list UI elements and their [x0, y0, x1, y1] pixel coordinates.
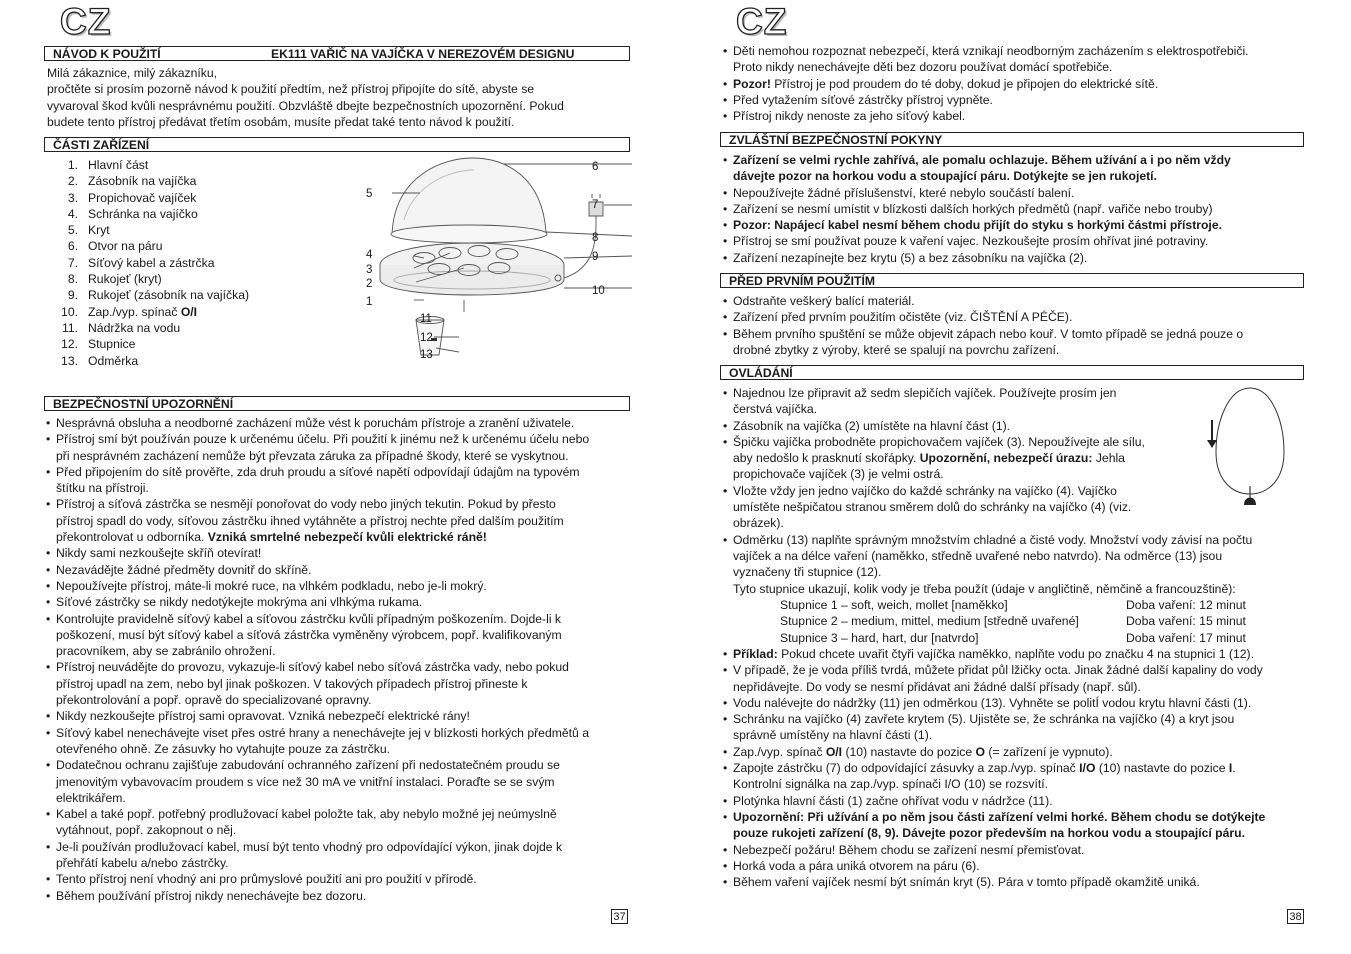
list-item: • Špičku vajíčka probodněte propichovačem vajíček (3). Nepoužívejte ale sílu, aby nedošlo k prasknutí skořápky. Upozornění, nebezpečí úrazu: Jehla propichovače vajíček (3) je velmi ostrá. [723, 434, 1252, 483]
part-item: 4. Schránka na vajíčko [67, 206, 198, 221]
callout-8: 8 [592, 232, 599, 244]
list-item: • Nepoužívejte přístroj, máte-li mokré ruce, na vlhkém podkladu, nebo je-li mokrý. [46, 578, 589, 594]
callout-5: 5 [366, 188, 373, 200]
safety-list [46, 415, 589, 904]
list-item: • Plotýnka hlavní části (1) začne ohřívat vodu v nádržce (11). [723, 793, 1265, 809]
list-item: • Schránku na vajíčko (4) zavřete krytem (5). Ujistěte se, že schránka na vajíčko (4) a kryt jsou správně umístěny na hlavní části (1). [723, 711, 1265, 744]
special-list [723, 152, 1231, 266]
operation-list-b [723, 646, 1265, 890]
list-item: • Horká voda a pára uniká otvorem na páru (6). [723, 858, 1265, 874]
list-item: • Během prvního spuštění se může objevit zápach nebo kouř. V tomto případě se jedná pouze o drobné zbytky z výroby, které se spalují na povrchu zařízení. [723, 326, 1243, 359]
list-item: • Během vaření vajíček nesmí být snímán kryt (5). Pára v tomto případě okamžitě uniká. [723, 874, 1265, 890]
list-item: • Nesprávná obsluha a neodborné zacházení může vést k poruchám přístroje a zranění uživatele. [46, 415, 589, 431]
list-item: • Odstraňte veškerý balící materiál. [723, 293, 1243, 309]
lang-mark: CZ [60, 1, 112, 42]
list-item: • Zap./vyp. spínač O/I (10) nastavte do pozice O (= zařízení je vypnuto). [723, 744, 1265, 760]
list-item: • Přístroj nikdy nenoste za jeho síťový kabel. [723, 108, 1249, 124]
list-item: • Vodu nalévejte do nádržky (11) jen odměrkou (13). Vyhněte se politÍ vodou krytu hlavní části (1). [723, 695, 1265, 711]
part-item: 12. Stupnice [61, 337, 136, 352]
part-item: 2. Zásobník na vajíčka [67, 174, 197, 189]
scale-row-time: Doba vaření: 17 minut [1126, 630, 1246, 645]
callout-9: 9 [592, 251, 599, 263]
list-item: • Dodatečnou ochranu zajišťuje zabudování ochranného zařízení při nedostatečném proudu se jmenovitým vybavovacím proudem s více než 30 mA ve vnitřní instalaci. Poraďte se se svým elektrikářem. [46, 757, 589, 806]
list-item: • Zařízení nezapínejte bez krytu (5) a bez zásobníku na vajíčka (2). [723, 250, 1231, 266]
page-number-left: 37 [611, 909, 628, 924]
scale-row-label: Stupnice 2 – medium, mittel, medium [středně uvařené] [780, 614, 1079, 629]
callout-3: 3 [366, 264, 373, 276]
list-item: • Nikdy nezkoušejte přístroj sami opravovat. Vzniká nebezpečí elektrické rány! [46, 708, 589, 724]
egg-orientation-illustration [1200, 382, 1300, 512]
list-item: • Přístroj neuvádějte do provozu, vykazuje-li síťový kabel nebo síťová zástrčka vady, nebo pokud přístroj upadl na zem, nebo byl jinak poškozen. V takových případech přístroj přineste k překontrolování a popř. opravě do specializované opravny. [46, 659, 589, 708]
safety-header: BEZPEČNOSTNÍ UPOZORNĚNÍ [44, 396, 630, 411]
list-item: • Zařízení se velmi rychle zahřívá, ale pomalu ochlazuje. Během užívání a i po něm vždy dávejte pozor na horkou vodu a stoupající páru. Dotýkejte se jen rukojetí. [723, 152, 1231, 185]
scale-row-time: Doba vaření: 15 minut [1126, 614, 1246, 629]
list-item: • Nepoužívejte žádné příslušenství, které nebylo součástí balení. [723, 185, 1231, 201]
parts-header: ČÁSTI ZAŘÍZENÍ [44, 137, 630, 152]
product-title: EK111 VAŘIČ NA VAJÍČKA V NEREZOVÉM DESIGNU [271, 47, 575, 61]
list-item: • Tento přístroj není vhodný ani pro průmyslové použití ani pro použití v přírodě. [46, 871, 589, 887]
part-item: 1. Hlavní část [67, 158, 149, 172]
list-item: • Přístroj a síťová zástrčka se nesmějí ponořovat do vody nebo jiných tekutin. Pokud by přesto přístroj spadl do vody, síťovou zástrčku ihned vytáhněte a přístroj nechte před dalším použitím překontrolovat u odborníka. Vzniká smrtelné nebezpečí kvůli elektrické ráně! [46, 496, 589, 545]
manual-title-header [44, 46, 630, 61]
list-item: • V případě, že je voda příliš tvrdá, můžete přidat půl lžičky octa. Jinak žádné další kapaliny do vody nepřidávejte. Do vody se nesmí přidávat ani žádné další přísady (např. sůl). [723, 662, 1265, 695]
list-item: • Kontrolujte pravidelně síťový kabel a síťovou zástrčku kvůli případným poškozením. Dojde-li k poškození, musí být síťový kabel a síťová zástrčka vyměněny výrobcem, popř. kvalifikovaným pracovníkem, aby se zabránilo ohrožení. [46, 611, 589, 660]
list-item: • Přístroj se smí používat pouze k vaření vajec. Nezkoušejte prosím ohřívat jiné potraviny. [723, 233, 1231, 249]
child-safety-list [723, 43, 1249, 124]
callout-11: 11 [420, 313, 432, 325]
list-item: • Zařízení před prvním použitím očistěte (viz. ČIŠTĚNÍ A PÉČE). [723, 309, 1243, 325]
list-item: • Během používání přístroj nikdy nenechávejte bez dozoru. [46, 888, 589, 904]
callout-4: 4 [366, 249, 373, 261]
callout-7: 7 [592, 199, 599, 211]
part-item: 13. Odměrka [61, 353, 139, 368]
part-item: 3. Propichovač vajíček [67, 190, 197, 205]
callout-10: 10 [592, 285, 605, 297]
scale-row-time: Doba vaření: 12 minut [1126, 598, 1246, 612]
lang-mark: CZ [736, 1, 788, 42]
list-item: • Vložte vždy jen jedno vajíčko do každé schránky na vajíčko (4). Vajíčko umístěte nešpičatou stranou směrem dolů do schránky na vajíčko (4) (viz. obrázek). [723, 483, 1252, 532]
part-item: 5. Kryt [67, 223, 110, 238]
list-item: • Příklad: Pokud chcete uvařit čtyři vajíčka naměkko, naplňte vodu po značku 4 na stupnici 1 (12). [723, 646, 1265, 662]
intro-text: Milá zákaznice, milý zákazníku, pročtěte si prosím pozorně návod k použití předtím, než přístroj připojíte do sítě, abyste se vyvaroval škod kvůli nesprávnému použití. Obzvláště dbejte bezpečnostních upozornění. Pokud budete tento přístroj předávat třetím osobám, musíte předat také tento návod k použití. [47, 66, 564, 129]
scale-row-label: Stupnice 1 – soft, weich, mollet [naměkko] [780, 598, 1008, 612]
special-header: ZVLÁŠTNÍ BEZPEČNOSTNÍ POKYNY [720, 132, 1304, 147]
list-item: • Nezavádějte žádné předměty dovnitř do skříně. [46, 562, 589, 578]
list-item: • Je-li používán prodlužovací kabel, musí být tento vhodný pro odpovídající výkon, jinak dojde k přehřátí kabelu a/nebo zástrčky. [46, 839, 589, 872]
scale-row-label: Stupnice 3 – hard, hart, dur [natvrdo] [780, 630, 979, 645]
first-use-header: PŘED PRVNÍM POUŽITÍM [720, 273, 1304, 288]
list-item: • Zapojte zástrčku (7) do odpovídající zásuvky a zap./vyp. spínač I/O (10) nastavte do pozice I. Kontrolní signálka na zap./vyp. spínači I/O (10) se rozsvítí. [723, 760, 1265, 793]
callout-6: 6 [592, 161, 599, 173]
part-item: 9. Rukojeť (zásobník na vajíčka) [67, 288, 250, 303]
list-item: • Před vytažením síťové zástrčky přístroj vypněte. [723, 92, 1249, 108]
list-item: • Nikdy sami nezkoušejte skříň otevírat! [46, 545, 589, 561]
part-item: 7. Síťový kabel a zástrčka [67, 255, 215, 270]
callout-1: 1 [366, 296, 373, 308]
list-item: • Najednou lze připravit až sedm slepičích vajíček. Používejte prosím jen čerstvá vajíčka. [723, 385, 1252, 418]
list-item: • Pozor: Napájecí kabel nesmí během chodu přijít do styku s horkými částmi přístroje. [723, 217, 1231, 233]
part-item: 10. Zap./vyp. spínač O/I [61, 304, 198, 319]
callout-13: 13 [420, 349, 433, 361]
list-item: • Před připojením do sítě prověřte, zda druh proudu a síťové napětí odpovídají údajům na typovém štítku na přístroji. [46, 464, 589, 497]
part-item: 11. Nádržka na vodu [61, 320, 181, 335]
list-item: • Zásobník na vajíčka (2) umístěte na hlavní část (1). [723, 418, 1252, 434]
page-number-right: 38 [1287, 909, 1304, 924]
list-item: • Pozor! Přístroj je pod proudem do té doby, dokud je připojen do elektrické sítě. [723, 76, 1249, 92]
part-item: 8. Rukojeť (kryt) [67, 272, 162, 287]
operation-header: OVLÁDÁNÍ [720, 365, 1304, 380]
list-item: • Odměrku (13) naplňte správným množstvím chladné a čisté vody. Množství vody závisí na počtu vajíček a na délce vaření (naměkko, středně uvařené nebo natvrdo). Na odměrce (13) jsou vyznačeny tři stupnice (12). Tyto stupnice ukazují, kolik vody je třeba použít (údaje v angličtině, němčině a francouzštině): [723, 532, 1252, 597]
part-item: 6. Otvor na páru [67, 239, 163, 254]
operation-list-a [723, 385, 1252, 597]
list-item: • Přístroj smí být používán pouze k určenému účelu. Při použití k jinému než k určenému účelu nebo při nesprávném zacházení nemůže být převzata záruka za případné škody, které se vyskytnou. [46, 431, 589, 464]
parts-list [52, 157, 249, 369]
manual-title: NÁVOD K POUŽITÍ [53, 47, 161, 61]
list-item: • Síťový kabel nenechávejte viset přes ostré hrany a nenechávejte jej v blízkosti horkých předmětů a otevřeného ohně. Ze zásuvky ho vytahujte pouze za zástrčku. [46, 725, 589, 758]
list-item: • Upozornění: Při užívání a po něm jsou části zařízení velmi horké. Během chodu se dotýkejte pouze rukojeti zařízení (8, 9). Dávejte pozor především na horkou vodu a stoupající páru. [723, 809, 1265, 842]
callout-12: 12 [420, 332, 433, 344]
list-item: • Síťové zástrčky se nikdy nedotýkejte mokrýma ani vlhkýma rukama. [46, 594, 589, 610]
callout-2: 2 [366, 278, 373, 290]
first-use-list [723, 293, 1243, 358]
list-item: • Děti nemohou rozpoznat nebezpečí, která vznikají neodborným zacházením s elektrospotřebiči. Proto nikdy nenechávejte děti bez dozoru používat domácí spotřebiče. [723, 43, 1249, 76]
list-item: • Kabel a také popř. potřebný prodlužovací kabel položte tak, aby nebylo možné jej neúmyslně vytáhnout, popř. zakopnout o něj. [46, 806, 589, 839]
list-item: • Nebezpečí požáru! Během chodu se zařízení nesmí přemisťovat. [723, 842, 1265, 858]
list-item: • Zařízení se nesmí umístit v blízkosti dalších horkých předmětů (např. vařiče nebo trouby) [723, 201, 1231, 217]
